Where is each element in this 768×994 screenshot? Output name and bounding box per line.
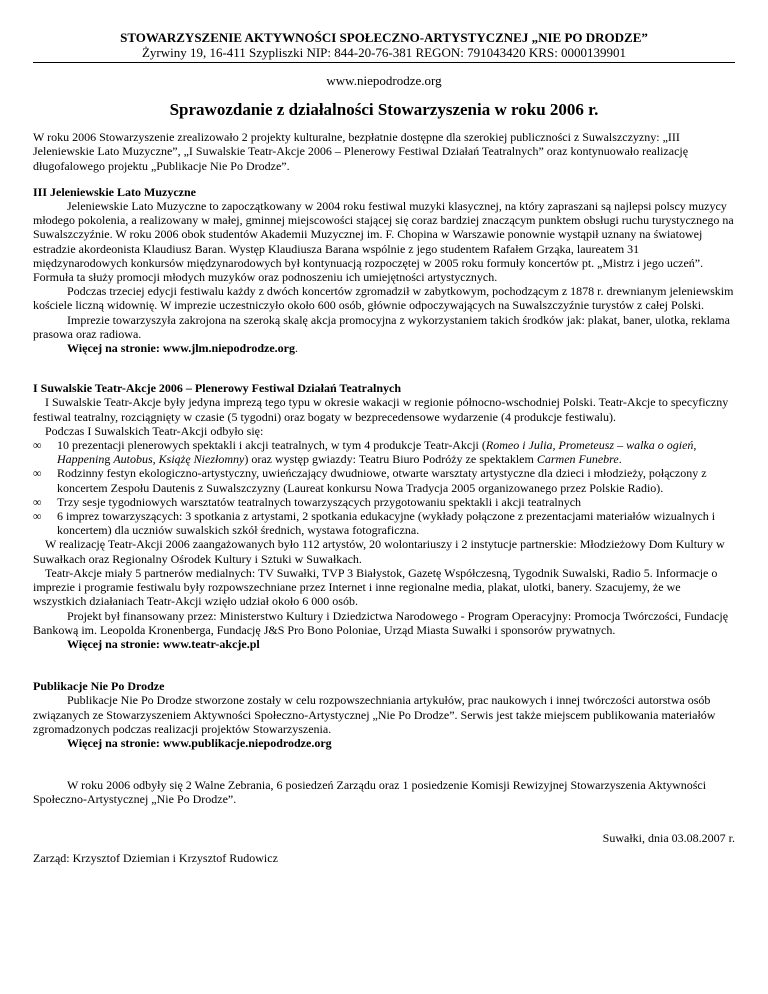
page-title: Sprawozdanie z działalności Stowarzyszenia w roku 2006 r.	[169, 100, 599, 120]
org-address: Żyrwiny 19, 16-411 Szypliszki NIP: 844-20-76-381 REGON: 791043420 KRS: 0000139901	[141, 45, 627, 60]
date-line: Suwałki, dnia 03.08.2007 r.	[602, 830, 735, 845]
list-item-text: 6 imprez towarzyszących: 3 spotkania z artystami, 2 spotkania edukacyjne (wykłady połączone z prezentacjami materiałów wizualnych i koncertem) dla uczniów suwalskich szkół średnich, wystawa fotograficzna.	[57, 509, 716, 538]
section-heading-jlm: III Jeleniewskie Lato Muzyczne	[33, 184, 196, 199]
section-heading-publikacje: Publikacje Nie Po Drodze	[33, 679, 165, 694]
intro-paragraph: W roku 2006 Stowarzyszenie zrealizowało 2 projekty kulturalne, bezpłatnie dostępne dla szerokiej publiczności z Suwalszczyzny: „III Jeleniewskie Lato Muzyczne”, „I Suwalskie Teatr-Akcje 2006 – Plenerowy Festiwal Działań Teatralnych” oraz kontynuowało realizację długofalowego projektu „Publikacje Nie Po Drodze”.	[33, 130, 689, 173]
list-item	[33, 509, 735, 537]
list-item-text: g	[104, 452, 114, 467]
jlm-more-link[interactable]: Więcej na stronie: www.jlm.niepodrodze.org	[67, 341, 295, 356]
board-line: Zarząd: Krzysztof Dziemian i Krzysztof Rudowicz	[33, 850, 278, 865]
list-item-text: 10 prezentacji plenerowych spektakli i akcji teatralnych, w tym 4 produkcje Teatr-Akcji (	[57, 438, 486, 453]
list-item	[33, 438, 735, 466]
jlm-more-line	[33, 341, 735, 355]
teatr-paragraph-4: Teatr-Akcje miały 5 partnerów medialnych: TV Suwałki, TVP 3 Białystok, Gazetę Współczesną, Tygodnik Suwalski, Radio 5. Informacje o imprezie i programie festiwalu były rozpowszechniane przez Internet i inne regionalne media, plakat, ulotki, banery. Szacujemy, że we wszystkich działaniach Teatr-Akcji wzięło udział około 6 000 osób.	[33, 565, 718, 609]
website-link[interactable]: www.niepodrodze.org	[326, 73, 442, 88]
list-item-italic: Autobus, Książę Niezłomny	[113, 452, 245, 467]
infinity-bullet-icon: ∞	[33, 509, 42, 524]
list-item-italic: Carmen Funebre	[536, 452, 619, 467]
teatr-paragraph-5: Projekt był finansowany przez: Ministerstwo Kultury i Dziedzictwa Narodowego - Program Operacyjny: Promocja Twórczości, Fundację Bankową im. Leopolda Kronenberga, Fundację J&S Pro Bono Poloniae, Urząd Miasta Suwałki i sponsorów prywatnych.	[33, 608, 729, 637]
teatr-events-list	[33, 438, 735, 537]
jlm-more-suffix: .	[294, 341, 298, 356]
jlm-paragraph-2: Podczas trzeciej edycji festiwalu każdy z dwóch koncertów zgromadził w zabytkowym, pochodzącym z 1878 r. drewnianym jeleniewskim kościele liczną widownię. W imprezie uczestniczyło około 600 osób, głównie odpoczywających na Suwalszczyźnie turystów z całej Polski.	[33, 284, 734, 313]
infinity-bullet-icon: ∞	[33, 438, 42, 453]
header-divider	[33, 62, 735, 63]
publikacje-paragraph-1: Publikacje Nie Po Drodze stworzone zostały w celu rozpowszechniania artykułów, prac naukowych i innej twórczości autorstwa osób związanych ze Stowarzyszeniem Aktywności Społeczno-Artystycznej „Nie Po Drodze”. Serwis jest także miejscem publikowania materiałów zgromadzonych podczas realizacji projektów Stowarzyszenia.	[33, 693, 716, 736]
list-item-italic: Romeo i Julia, Prometeusz – walka o ogień, Happenin	[57, 438, 697, 467]
section-heading-teatr: I Suwalskie Teatr-Akcje 2006 – Plenerowy Festiwal Działań Teatralnych	[33, 381, 401, 396]
teatr-paragraph-3: W realizację Teatr-Akcji 2006 zaangażowanych było 112 artystów, 20 wolontariuszy i 2 instytucje partnerskie: Młodzieżowy Dom Kultury w Suwałkach oraz Regionalny Ośrodek Kultury i Sztuki w Suwałkach.	[33, 537, 725, 566]
publikacje-more-link[interactable]: Więcej na stronie: www.publikacje.niepodrodze.org	[67, 735, 332, 750]
list-item-text: Trzy sesje tygodniowych warsztatów teatralnych towarzyszących przygotowaniu spektakli i akcji teatralnych	[57, 494, 582, 509]
teatr-more-link[interactable]: Więcej na stronie: www.teatr-akcje.pl	[67, 636, 260, 651]
document-page	[33, 30, 735, 865]
list-item	[33, 466, 735, 494]
closing-paragraph: W roku 2006 odbyły się 2 Walne Zebrania, 6 posiedzeń Zarządu oraz 1 posiedzenie Komisji Rewizyjnej Stowarzyszenia Aktywności Społeczno-Artystycznej „Nie Po Drodze”.	[33, 778, 707, 807]
jlm-paragraph-1: Jeleniewskie Lato Muzyczne to zapoczątkowany w 2004 roku festiwal muzyki klasycznej, na który zapraszani są najlepsi polscy muzycy młodego pokolenia, a realizowany w małej, gminnej miejscowości stającej się coraz bardziej znaczącym punktem obsługi ruchu turystycznego na Suwalszczyźnie. W roku 2006 obok studentów Akademii Muzycznej im. F. Chopina w Warszawie ponownie wystąpił uznany na światowej estradzie akordeonista Klaudiusz Baran. Występ Klaudiusza Barana wspólnie z jego studentem Rafałem Grząka, laureatem 31 międzynarodowych konkursów międzynarodowych był kontynuacją rozpoczętej w 2005 roku formuły koncertów pt. „Mistrz i jego uczeń”. Formuła ta służy promocji młodych muzyków oraz podnoszeniu ich umiejętności artystycznych.	[33, 199, 734, 285]
list-item-text: .	[618, 452, 622, 467]
list-item-text: ) oraz występ gwiazdy: Teatru Biuro Podróży ze spektaklem	[244, 452, 537, 467]
jlm-paragraph-3: Imprezie towarzyszyła zakrojona na szeroką skalę akcja promocyjna z wykorzystaniem takich środków jak: plakat, baner, ulotka, reklama prasowa oraz radiowa.	[33, 312, 730, 341]
list-item	[33, 495, 735, 509]
list-item-text: Rodzinny festyn ekologiczno-artystyczny, uwieńczający dwudniowe, otwarte warsztaty artystyczne dla dzieci i młodzieży, połączony z koncertem Zespołu Dautenis z Suwalszczyzny (Laureat konkursu Nowa Tradycja 2005 organizowanego przez Polskie Radio).	[57, 466, 707, 495]
teatr-paragraph-2: Podczas I Suwalskich Teatr-Akcji odbyło się:	[45, 423, 264, 438]
infinity-bullet-icon: ∞	[33, 494, 42, 509]
infinity-bullet-icon: ∞	[33, 466, 42, 481]
teatr-paragraph-1: I Suwalskie Teatr-Akcje były jedyna imprezą tego typu w okresie wakacji w regionie północno-wschodniej Polski. Teatr-Akcje to specyficzny festiwal teatralny, rozciągnięty w czasie (5 tygodni) oraz bogaty w bezprecedensowe wydarzenie (4 produkcje festiwalu).	[33, 395, 729, 424]
org-name: STOWARZYSZENIE AKTYWNOŚCI SPOŁECZNO-ARTYSTYCZNEJ „NIE PO DRODZE”	[120, 30, 648, 45]
